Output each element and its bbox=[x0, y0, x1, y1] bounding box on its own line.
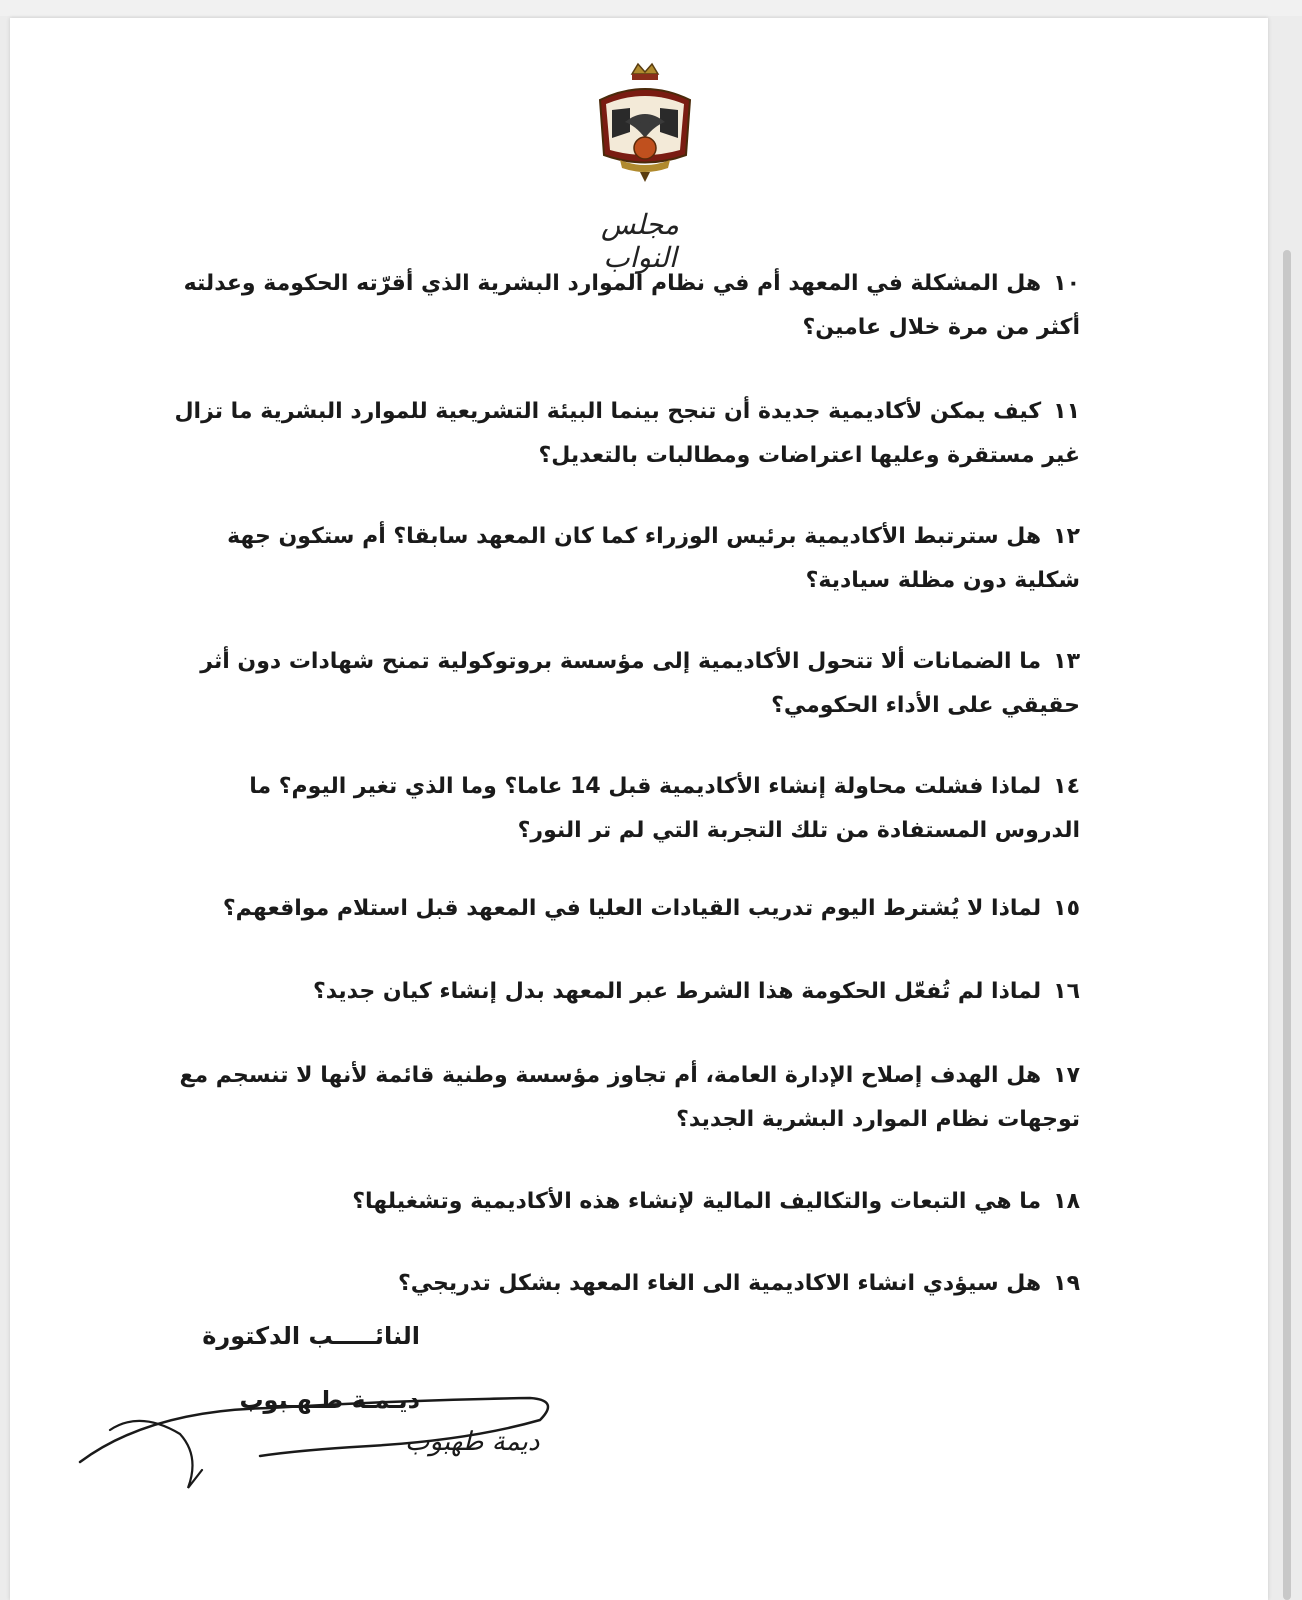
list-item bbox=[200, 765, 1080, 853]
item-number: ١٦ bbox=[1053, 979, 1080, 1004]
signatory-title: النائـــــب الدكتورة bbox=[202, 1322, 420, 1350]
item-number: ١٥ bbox=[1053, 896, 1080, 921]
list-item bbox=[150, 887, 1080, 931]
item-text: لماذا لم تُفعّل الحكومة هذا الشرط عبر المعهد بدل إنشاء كيان جديد؟ bbox=[312, 979, 1042, 1004]
item-text: ما الضمانات ألا تتحول الأكاديمية إلى مؤسسة بروتوكولية تمنح شهادات دون أثر حقيقي على الأداء الحكومي؟ bbox=[200, 649, 1080, 718]
item-text: لماذا لا يُشترط اليوم تدريب القيادات العليا في المعهد قبل استلام مواقعهم؟ bbox=[222, 896, 1042, 921]
item-text: ما هي التبعات والتكاليف المالية لإنشاء هذه الأكاديمية وتشغيلها؟ bbox=[352, 1189, 1042, 1214]
coat-of-arms-icon bbox=[590, 60, 700, 185]
item-number: ١٠ bbox=[1053, 271, 1080, 296]
parliament-name: مجلس النواب bbox=[600, 208, 680, 274]
list-item bbox=[150, 1180, 1080, 1224]
item-number: ١١ bbox=[1053, 399, 1080, 424]
item-text: لماذا فشلت محاولة إنشاء الأكاديمية قبل 14 عاما؟ وما الذي تغير اليوم؟ ما الدروس المستفادة من تلك التجربة التي لم تر النور؟ bbox=[249, 774, 1080, 843]
list-item bbox=[150, 970, 1080, 1014]
item-number: ١٢ bbox=[1053, 524, 1080, 549]
item-number: ١٨ bbox=[1053, 1189, 1080, 1214]
scrollbar[interactable] bbox=[1283, 250, 1291, 1600]
item-number: ١٣ bbox=[1053, 649, 1080, 674]
item-number: ١٤ bbox=[1053, 774, 1080, 799]
item-text: هل المشكلة في المعهد أم في نظام الموارد البشرية الذي أقرّته الحكومة وعدلته أكثر من مرة خلال عامين؟ bbox=[183, 271, 1080, 340]
handwritten-name: ديمة طهبوب bbox=[405, 1427, 540, 1457]
item-number: ١٩ bbox=[1053, 1271, 1080, 1296]
list-item bbox=[170, 1054, 1080, 1142]
handwritten-signature bbox=[70, 1370, 570, 1500]
list-item bbox=[200, 515, 1080, 603]
list-item bbox=[150, 390, 1080, 478]
signatory-name: ديـمـة طـهـبوب bbox=[239, 1386, 420, 1414]
item-text: هل سترتبط الأكاديمية برئيس الوزراء كما كان المعهد سابقا؟ أم ستكون جهة شكلية دون مظلة سيادية؟ bbox=[227, 524, 1080, 593]
list-item bbox=[150, 262, 1080, 350]
viewer-top-bar bbox=[0, 0, 1302, 16]
item-text: هل سيؤدي انشاء الاكاديمية الى الغاء المعهد بشكل تدريجي؟ bbox=[397, 1271, 1042, 1296]
item-text: هل الهدف إصلاح الإدارة العامة، أم تجاوز مؤسسة وطنية قائمة لأنها لا تنسجم مع توجهات نظام الموارد البشرية الجديد؟ bbox=[179, 1063, 1080, 1132]
list-item bbox=[150, 1262, 1080, 1306]
item-number: ١٧ bbox=[1053, 1063, 1080, 1088]
item-text: كيف يمكن لأكاديمية جديدة أن تنجح بينما البيئة التشريعية للموارد البشرية ما تزال غير مستقرة وعليها اعتراضات ومطالبات بالتعديل؟ bbox=[174, 399, 1080, 468]
list-item bbox=[150, 640, 1080, 728]
